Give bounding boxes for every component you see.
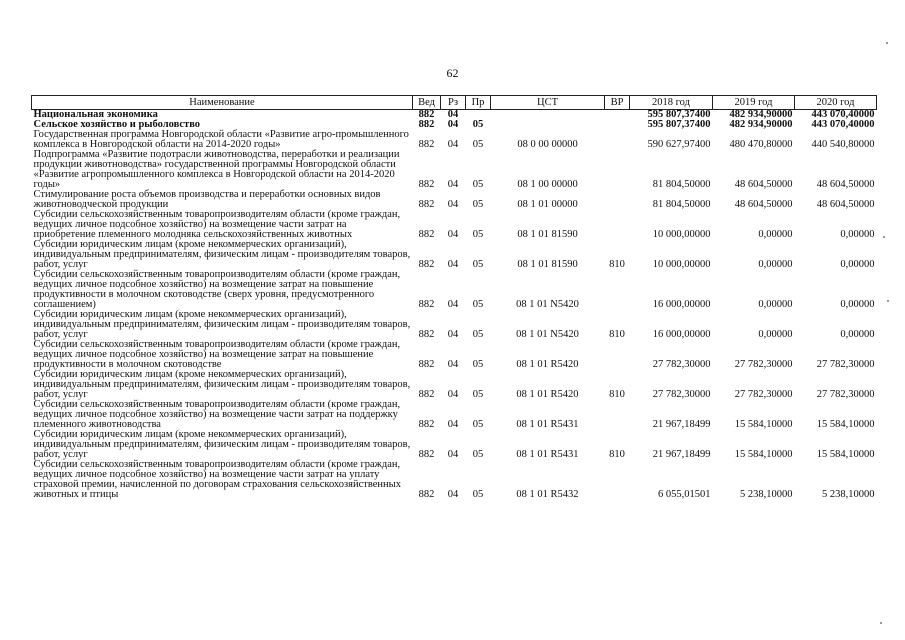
- header-pr: Пр: [466, 96, 491, 110]
- page-number: 62: [446, 66, 459, 80]
- table-cell-name: Субсидии сельскохозяйственным товаропроизводителям области (кроме граждан, ведущих личное подсобное хозяйство) на возмещение части затрат на приобретение племенного молодняка сельскохозяйственных животных: [33, 209, 401, 240]
- table-cell-cst: [491, 110, 605, 121]
- table-cell-2019: 0,00000: [758, 299, 793, 310]
- table-cell-ved: 882: [418, 359, 435, 370]
- table-cell-cst: 08 1 01 N5420: [516, 299, 579, 310]
- table-cell-name: Субсидии сельскохозяйственным товаропроизводителям области (кроме граждан, ведущих личное подсобное хозяйство) на возмещение части затрат на уплату страховой премии, начисленной по договорам страхования сельскохозяйственных животных и птицы: [33, 459, 401, 500]
- table-cell-2018: 595 807,37400: [647, 109, 711, 120]
- table-row: [32, 270, 877, 310]
- table-cell-vr: [605, 340, 630, 370]
- table-cell-2019: 27 782,30000: [734, 359, 793, 370]
- scan-speck: [887, 300, 889, 302]
- table-cell-ved: 882: [418, 199, 435, 210]
- table-cell-2019: 5 238,10000: [740, 489, 793, 500]
- table-cell-2020: 5 238,10000: [822, 489, 875, 500]
- scan-speck: [880, 622, 882, 624]
- table-cell-cst: 08 1 01 N5420: [516, 329, 579, 340]
- header-2019: 2019 год: [713, 96, 795, 110]
- table-cell-cst: 08 1 01 R5432: [516, 489, 579, 500]
- table-cell-2020: 440 540,80000: [811, 139, 875, 150]
- table-cell-2019: 480 470,80000: [729, 139, 793, 150]
- table-cell-ved: 882: [418, 299, 435, 310]
- table-row: [32, 310, 877, 340]
- table-cell-2020: 0,00000: [840, 259, 875, 270]
- table-cell-2020: 27 782,30000: [816, 389, 875, 400]
- table-cell-rz: 04: [447, 109, 459, 120]
- table-cell-cst: [491, 120, 605, 130]
- table-cell-name: Субсидии юридическим лицам (кроме некоммерческих организаций), индивидуальным предпринимателям, физическим лицам - производителям товаров, работ, услуг: [33, 309, 411, 340]
- table-cell-2019: 27 782,30000: [734, 389, 793, 400]
- table-cell-vr: [605, 270, 630, 310]
- table-row: [32, 400, 877, 430]
- table-cell-2018: 21 967,18499: [652, 419, 711, 430]
- table-cell-name: Субсидии сельскохозяйственным товаропроизводителям области (кроме граждан, ведущих личное подсобное хозяйство) на возмещение части затрат на поддержку племенного животноводства: [33, 399, 401, 430]
- table-cell-ved: 882: [418, 229, 435, 240]
- table-cell-name: Субсидии юридическим лицам (кроме некоммерческих организаций), индивидуальным предпринимателям, физическим лицам - производителям товаров, работ, услуг: [33, 239, 411, 270]
- table-cell-2019: 0,00000: [758, 259, 793, 270]
- header-2018: 2018 год: [630, 96, 713, 110]
- table-cell-pr: 05: [472, 259, 484, 270]
- table-cell-2019: 48 604,50000: [734, 199, 793, 210]
- table-cell-pr: 05: [472, 119, 484, 130]
- budget-table: [31, 95, 877, 500]
- table-cell-2019: 15 584,10000: [734, 449, 793, 460]
- header-2020: 2020 год: [795, 96, 877, 110]
- table-cell-cst: 08 1 01 R5431: [516, 449, 579, 460]
- table-cell-name: Субсидии сельскохозяйственным товаропроизводителям области (кроме граждан, ведущих личное подсобное хозяйство) на возмещение затрат на повышение продуктивности в молочном скотоводстве (сверх уровня, предусмотренного соглашением): [33, 269, 401, 310]
- table-cell-vr: [605, 400, 630, 430]
- table-cell-vr: 810: [609, 389, 625, 400]
- table-cell-2018: 16 000,00000: [652, 299, 711, 310]
- table-cell-rz: 04: [447, 229, 459, 240]
- table-row: [32, 190, 877, 210]
- table-cell-2019: 482 934,90000: [729, 119, 793, 130]
- table-row: [32, 130, 877, 150]
- table-cell-rz: 04: [447, 259, 459, 270]
- scan-speck: [883, 236, 885, 238]
- table-cell-2018: 27 782,30000: [652, 389, 711, 400]
- table-row: [32, 340, 877, 370]
- table-cell-pr: 05: [472, 299, 484, 310]
- table-cell-2020: 15 584,10000: [816, 419, 875, 430]
- table-cell-name: Стимулирование роста объемов производства и переработки основных видов животноводческой продукции: [33, 189, 381, 210]
- table-cell-ved: 882: [418, 179, 435, 190]
- table-row: [32, 370, 877, 400]
- table-row: [32, 460, 877, 500]
- table-cell-name: Субсидии юридическим лицам (кроме некоммерческих организаций), индивидуальным предпринимателям, физическим лицам - производителям товаров, работ, услуг: [33, 369, 411, 400]
- table-cell-2018: 10 000,00000: [652, 229, 711, 240]
- table-cell-2020: 15 584,10000: [816, 449, 875, 460]
- table-cell-ved: 882: [418, 119, 435, 130]
- table-cell-cst: 08 1 01 R5420: [516, 389, 579, 400]
- table-cell-vr: [605, 120, 630, 130]
- table-cell-2018: 27 782,30000: [652, 359, 711, 370]
- table-cell-rz: 04: [447, 359, 459, 370]
- table-cell-2018: 81 804,50000: [652, 179, 711, 190]
- table-cell-rz: 04: [447, 139, 459, 150]
- table-cell-name: Субсидии юридическим лицам (кроме некоммерческих организаций), индивидуальным предпринимателям, физическим лицам - производителям товаров, работ, услуг: [33, 429, 411, 460]
- table-cell-ved: 882: [418, 489, 435, 500]
- table-cell-2018: 81 804,50000: [652, 199, 711, 210]
- header-rz: Рз: [441, 96, 466, 110]
- table-cell-ved: 882: [418, 259, 435, 270]
- table-cell-pr: 05: [472, 389, 484, 400]
- table-cell-2020: 443 070,40000: [811, 119, 875, 130]
- table-cell-name: Государственная программа Новгородской области «Развитие агро-промышленного комплекса в Новгородской области на 2014-2020 годы»: [33, 129, 409, 150]
- table-cell-2020: 48 604,50000: [816, 179, 875, 190]
- table-cell-pr: 05: [472, 179, 484, 190]
- table-cell-cst: 08 1 01 00000: [517, 199, 578, 210]
- table-cell-cst: 08 1 01 81590: [517, 259, 578, 270]
- table-cell-2018: 590 627,97400: [647, 139, 711, 150]
- table-cell-2019: 48 604,50000: [734, 179, 793, 190]
- table-cell-cst: 08 1 01 R5431: [516, 419, 579, 430]
- table-cell-2020: 0,00000: [840, 329, 875, 340]
- table-cell-name: Подпрограмма «Развитие подотрасли животноводства, переработки и реализации продукции животноводства» государственной программы Новгородской области «Развитие агропромышленного комплекса в Новгородской области на 2014-2020 годы»: [33, 149, 400, 190]
- table-cell-vr: [605, 460, 630, 500]
- table-cell-name: Национальная экономика: [33, 109, 158, 120]
- table-row: [32, 240, 877, 270]
- header-cst: ЦСТ: [491, 96, 605, 110]
- table-cell-name: Субсидии сельскохозяйственным товаропроизводителям области (кроме граждан, ведущих личное подсобное хозяйство) на возмещение затрат на повышение продуктивности в молочном скотоводстве: [33, 339, 401, 370]
- table-cell-pr: 05: [472, 359, 484, 370]
- table-row: [32, 430, 877, 460]
- header-ved: Вед: [413, 96, 441, 110]
- table-cell-rz: 04: [447, 449, 459, 460]
- scan-speck: [886, 42, 888, 44]
- table-cell-rz: 04: [447, 389, 459, 400]
- table-cell-2018: 10 000,00000: [652, 259, 711, 270]
- table-cell-ved: 882: [418, 139, 435, 150]
- header-name: Наименование: [32, 96, 413, 110]
- table-body: [32, 110, 877, 501]
- table-cell-cst: 08 1 00 00000: [517, 179, 578, 190]
- table-cell-cst: 08 0 00 00000: [517, 139, 578, 150]
- table-cell-rz: 04: [447, 179, 459, 190]
- table-cell-ved: 882: [418, 109, 435, 120]
- table-cell-2020: 0,00000: [840, 299, 875, 310]
- table-header-row: [32, 96, 877, 110]
- table-cell-2020: 443 070,40000: [811, 109, 875, 120]
- table-cell-2020: 27 782,30000: [816, 359, 875, 370]
- table-cell-rz: 04: [447, 299, 459, 310]
- table-cell-2018: 595 807,37400: [647, 119, 711, 130]
- table-cell-2019: 0,00000: [758, 229, 793, 240]
- table-cell-2018: 16 000,00000: [652, 329, 711, 340]
- table-cell-pr: 05: [472, 199, 484, 210]
- table-cell-2019: 15 584,10000: [734, 419, 793, 430]
- table-cell-2018: 21 967,18499: [652, 449, 711, 460]
- table-cell-ved: 882: [418, 419, 435, 430]
- header-vr: ВР: [605, 96, 630, 110]
- table-cell-cst: 08 1 01 R5420: [516, 359, 579, 370]
- table-cell-vr: 810: [609, 259, 625, 270]
- table-cell-2020: 0,00000: [840, 229, 875, 240]
- table-cell-ved: 882: [418, 389, 435, 400]
- table-cell-ved: 882: [418, 329, 435, 340]
- table-cell-2018: 6 055,01501: [658, 489, 711, 500]
- table-cell-vr: [605, 130, 630, 150]
- table-cell-vr: [605, 210, 630, 240]
- table-cell-vr: 810: [609, 329, 625, 340]
- table-cell-rz: 04: [447, 329, 459, 340]
- table-cell-pr: 05: [472, 229, 484, 240]
- table-cell-2019: 482 934,90000: [729, 109, 793, 120]
- table-cell-vr: [605, 150, 630, 190]
- table-cell-2019: 0,00000: [758, 329, 793, 340]
- table-cell-pr: 05: [472, 449, 484, 460]
- table-cell-cst: 08 1 01 81590: [517, 229, 578, 240]
- table-cell-rz: 04: [447, 199, 459, 210]
- table-cell-rz: 04: [447, 419, 459, 430]
- table-cell-pr: 05: [472, 489, 484, 500]
- table-cell-pr: 05: [472, 329, 484, 340]
- table-cell-vr: [605, 110, 630, 121]
- table-row: [32, 150, 877, 190]
- table-cell-rz: 04: [447, 489, 459, 500]
- table-cell-pr: 05: [472, 139, 484, 150]
- table-cell-vr: 810: [609, 449, 625, 460]
- table-cell-2020: 48 604,50000: [816, 199, 875, 210]
- table-cell-vr: [605, 190, 630, 210]
- table-row: [32, 210, 877, 240]
- table-cell-ved: 882: [418, 449, 435, 460]
- table-cell-rz: 04: [447, 119, 459, 130]
- table-cell-name: Сельское хозяйство и рыболовство: [33, 119, 201, 130]
- table-cell-pr: 05: [472, 419, 484, 430]
